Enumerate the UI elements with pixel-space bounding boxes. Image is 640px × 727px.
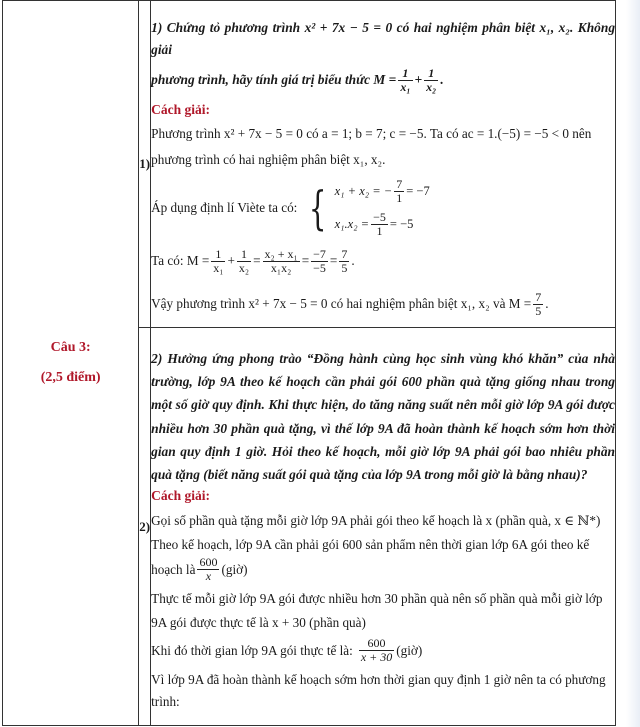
plus-sign: + (414, 72, 423, 87)
part1-prompt-c: phương trình, hãy tính giá trị biểu thức M = (151, 72, 397, 87)
part1-number-cell (139, 1, 151, 328)
prompt-frac1: $\frac{1}{\text{x₁}}$ (400, 65, 411, 94)
m-frac2: $\frac{1}{\text{x₂}}$ (238, 246, 250, 275)
part2-body (151, 328, 616, 726)
part1-conclusion: Vậy phương trình x² + 7x − 5 = 0 có hai nghiệm phân biệt x₁, x₂ và M = $\frac{7}{5}$ . (151, 289, 549, 318)
question-cell (3, 1, 139, 726)
part2-s6 (151, 637, 615, 664)
prod-lhs: x₁.x₂ = (334, 216, 370, 231)
part2-s2: Theo kế hoạch, lớp 9A cần phải gói 600 sản phẩm nên thời gian lớp 6A gói theo kế (151, 537, 590, 553)
answer-table (2, 0, 616, 726)
question-label: Câu 3: (50, 340, 91, 355)
s3-text: hoạch là (151, 561, 196, 577)
viete-label: Áp dụng định lí Viète ta có: (151, 199, 298, 215)
sum-lhs: x₁ + x₂ = − (334, 183, 393, 198)
brace-icon: { (309, 180, 327, 235)
sum-rhs: = −7 (406, 183, 430, 198)
viete-system (303, 178, 429, 238)
part2-number: 2) (139, 518, 151, 534)
part2-s1: Gọi số phần quà tặng mỗi giờ lớp 9A phải gói theo kế hoạch là x (phần quà, x ∈ ℕ*) (151, 513, 601, 529)
conclusion-frac: $\frac{7}{5}$ (535, 289, 542, 318)
part1-prompt-eq: x² + 7x − 5 = 0 (304, 19, 393, 35)
prompt-frac2: $\frac{1}{\text{x₂}}$ (426, 65, 437, 94)
part1-number: 1) (139, 156, 151, 171)
part1-prompt-line2 (151, 67, 615, 94)
part1-line1: Phương trình x² + 7x − 5 = 0 có a = 1; b = 7; c = −5. Ta có ac = 1.(−5) = −5 < 0 nên (151, 125, 592, 141)
question-points: (2,5 điểm) (40, 370, 101, 385)
viete-block (151, 178, 615, 238)
s6-text: Khi đó thời gian lớp 9A gói thực tế là: (151, 642, 353, 658)
s3-frac: $\frac{600}{x}$ (199, 555, 218, 584)
s6-frac: $\frac{600}{x + 30}$ (360, 636, 393, 665)
part2-s4: Thực tế mỗi giờ lớp 9A gói được nhiều hơn 30 phần quà nên số phần quà mỗi giờ lớp (151, 591, 603, 607)
part1-prompt-a: 1) Chứng tỏ phương trình (151, 19, 301, 35)
part2-solution-label: Cách giải: (151, 488, 211, 504)
part2-number-cell (139, 328, 151, 726)
s3-unit: (giờ) (221, 561, 248, 577)
m-frac3: $\frac{\text{x₂ + x₁}}{\text{x₁x₂}}$ (264, 246, 298, 275)
m-computation: Ta có: M = $\frac{1}{\text{x₁}}$ + $\frac{1}{\text{x₂}}$ = $\frac{\text{x₂ + x₁}}{\text{x₁x₂}}$ = $\frac{-7}{-5}$ = $\frac{7}{5}$ . (151, 246, 355, 275)
part2-s3 (151, 556, 615, 583)
viete-sum (335, 178, 430, 205)
sum-frac: $\frac{7}{1}$ (396, 176, 403, 205)
part2-s7: Vì lớp 9A đã hoàn thành kế hoạch sớm hơn thời gian quy định 1 giờ nên ta có phương (151, 672, 606, 688)
part2-prompt: 2) Hưởng ứng phong trào “Đồng hành cùng học sinh vùng khó khăn” của nhà trường, lớp 9A theo kế hoạch cần phải gói 600 phần quà tặng giống nhau trong một số giờ quy định. Khi thực hiện, do tăng năng suất nên mỗi giờ lớp 9A gói được nhiều hơn 30 phần quà tặng, vì thế lớp 9A đã hoàn thành kế hoạch sớm hơn thời gian quy định 1 giờ. Hỏi theo kế hoạch, mỗi giờ lớp 9A phải gói bao nhiêu phần quà tặng (biết năng suất gói quà tặng của lớp 9A trong mỗi giờ là bằng nhau)? (151, 350, 615, 482)
part1-line2: phương trình có hai nghiệm phân biệt x₁, x₂. (151, 151, 386, 167)
m-frac5: $\frac{7}{5}$ (341, 246, 348, 275)
viete-product (335, 211, 430, 238)
conclusion-text: Vậy phương trình x² + 7x − 5 = 0 có hai nghiệm phân biệt x₁, x₂ và M = (151, 296, 532, 311)
m-frac4: $\frac{-7}{-5}$ (313, 246, 326, 275)
part2-s8: trình: (151, 694, 180, 710)
part1-prompt-b: có hai nghiệm phân biệt x₁, x₂. Không giải (151, 19, 616, 57)
taco-label: Ta có: M = (151, 253, 210, 268)
prod-frac: $\frac{-5}{1}$ (373, 209, 386, 238)
part1-body (151, 1, 616, 328)
m-frac1: $\frac{1}{\text{x₁}}$ (213, 246, 224, 275)
part2-s5: 9A gói được thực tế là x + 30 (phần quà) (151, 615, 366, 631)
prod-rhs: = −5 (389, 216, 414, 231)
part1-solution-label: Cách giải: (151, 101, 211, 117)
page-edge-shadow (626, 0, 640, 727)
period: . (440, 72, 444, 87)
part1-prompt (151, 17, 615, 61)
s6-unit: (giờ) (396, 642, 423, 658)
